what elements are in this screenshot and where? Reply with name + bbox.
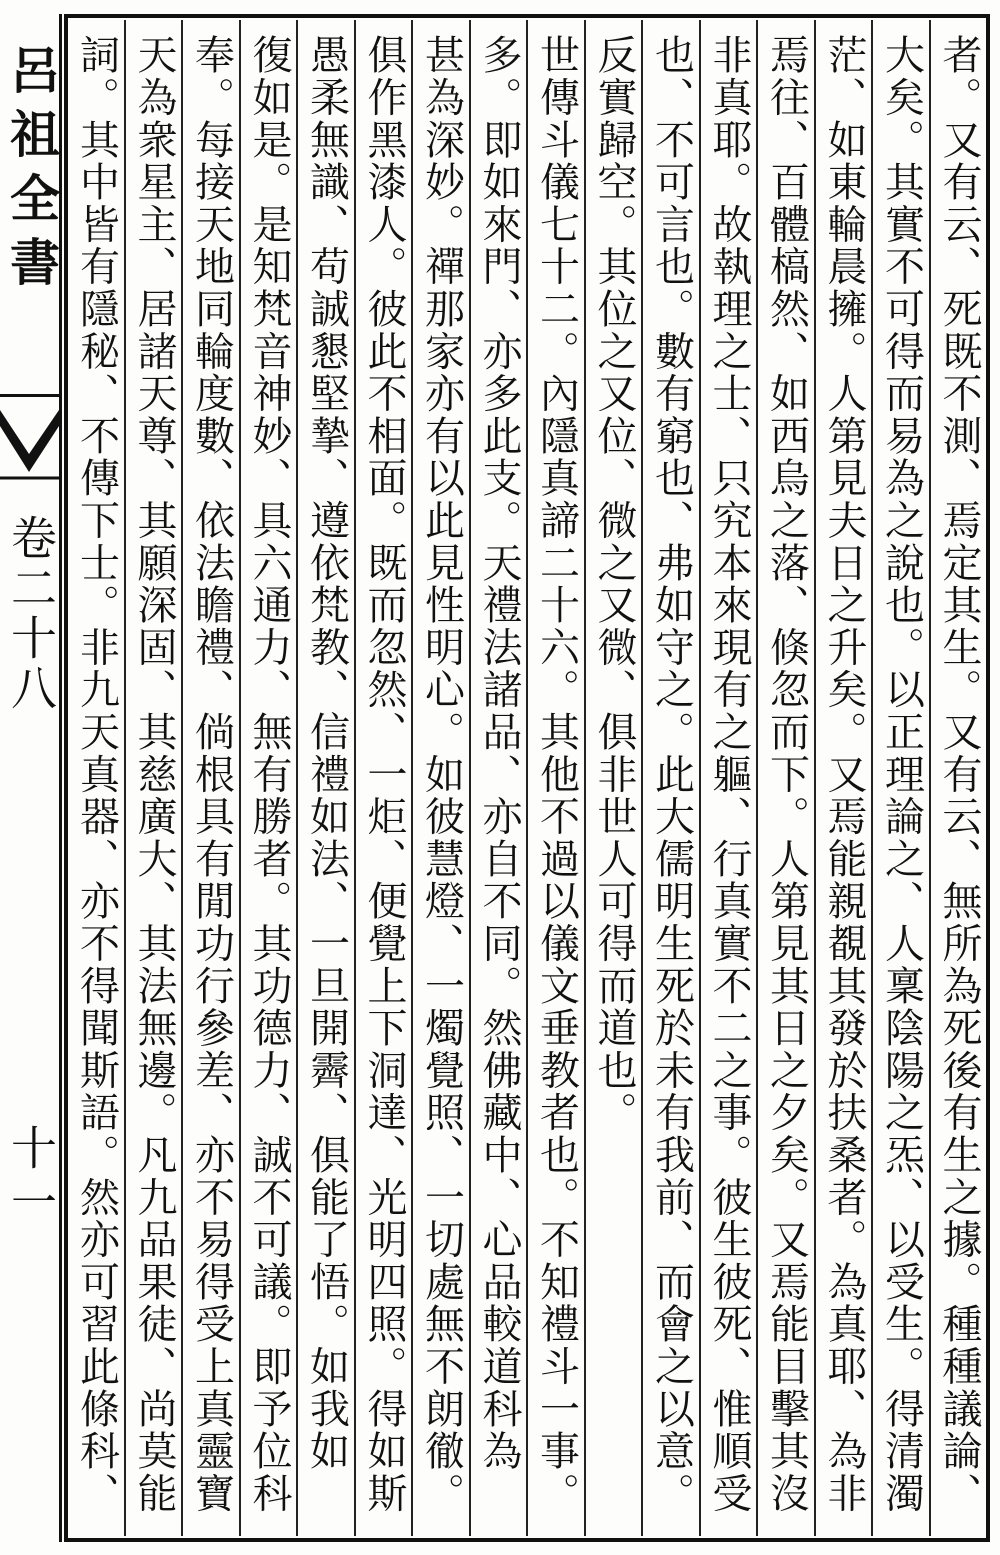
text-column: 詞。其中皆有隱秘、不傳下士。非九天真器、亦不得聞斯語。然亦可習此條科、 (73, 34, 120, 1515)
text-column: 奉。每接天地同輪度數、依法瞻禮、倘根具有閒功行參差、亦不易得受上真靈寶 (181, 20, 239, 1536)
text-column: 天為衆星主、居諸天尊、其願深固、其慈廣大、其法無邊。凡九品果徒、尚莫能 (124, 20, 182, 1536)
text-column: 甚為深妙。禪那家亦有以此見性明心。如彼慧燈、一燭覺照、一切處無不朗徹。 (411, 20, 469, 1536)
text-column: 茫、如東輪晨擁。人第見夫日之升矣。又焉能親覩其發於扶桑者。為真耶、為非 (814, 20, 872, 1536)
margin-rule-top (0, 394, 59, 397)
text-columns (68, 20, 986, 1536)
page-number: 十一 (4, 1124, 58, 1232)
text-column: 俱作黑漆人。彼此不相面。既而忽然、一炬、便覺上下洞達、光明四照。得如斯 (354, 20, 412, 1536)
volume-label: 卷二十八 (4, 514, 58, 714)
margin-strip (0, 14, 62, 1542)
fishtail-mark-icon (0, 406, 59, 526)
text-column: 者。又有云、死既不測、焉定其生。又有云、無所為死後有生之據。種種議論、 (929, 20, 987, 1536)
text-column: 多。即如來門、亦多此支。天禮法諸品、亦自不同。然佛藏中、心品較道科為 (469, 20, 527, 1536)
text-column: 復如是。是知梵音神妙、具六通力、無有勝者。其功德力、誠不可議。即予位科 (239, 20, 297, 1536)
text-column: 非真耶。故執理之士、只究本來現有之軀、行真實不二之事。彼生彼死、惟順受 (699, 20, 757, 1536)
text-column: 愚柔無識、苟誠懇堅摯、遵依梵教、信禮如法、一旦開霽、俱能了悟。如我如 (296, 20, 354, 1536)
text-column: 也、不可言也。數有窮也、弗如守之。此大儒明生死於未有我前、而會之以意。 (641, 20, 699, 1536)
text-column: 焉往、百體槁然、如西烏之落、倏忽而下。人第見其日之夕矣。又焉能目擊其沒 (756, 20, 814, 1536)
text-column: 大矣。其實不可得而易為之說也。以正理論之、人稟陰陽之炁、以受生。得清濁 (871, 20, 929, 1536)
text-column: 反實歸空。其位之又位、微之又微、俱非世人可得而道也。 (584, 20, 642, 1536)
text-column: 世傳斗儀七十二。內隱真諦二十六。其他不過以儀文垂教者也。不知禮斗一事。 (526, 20, 584, 1536)
book-title: 呂祖全書 (2, 44, 61, 300)
